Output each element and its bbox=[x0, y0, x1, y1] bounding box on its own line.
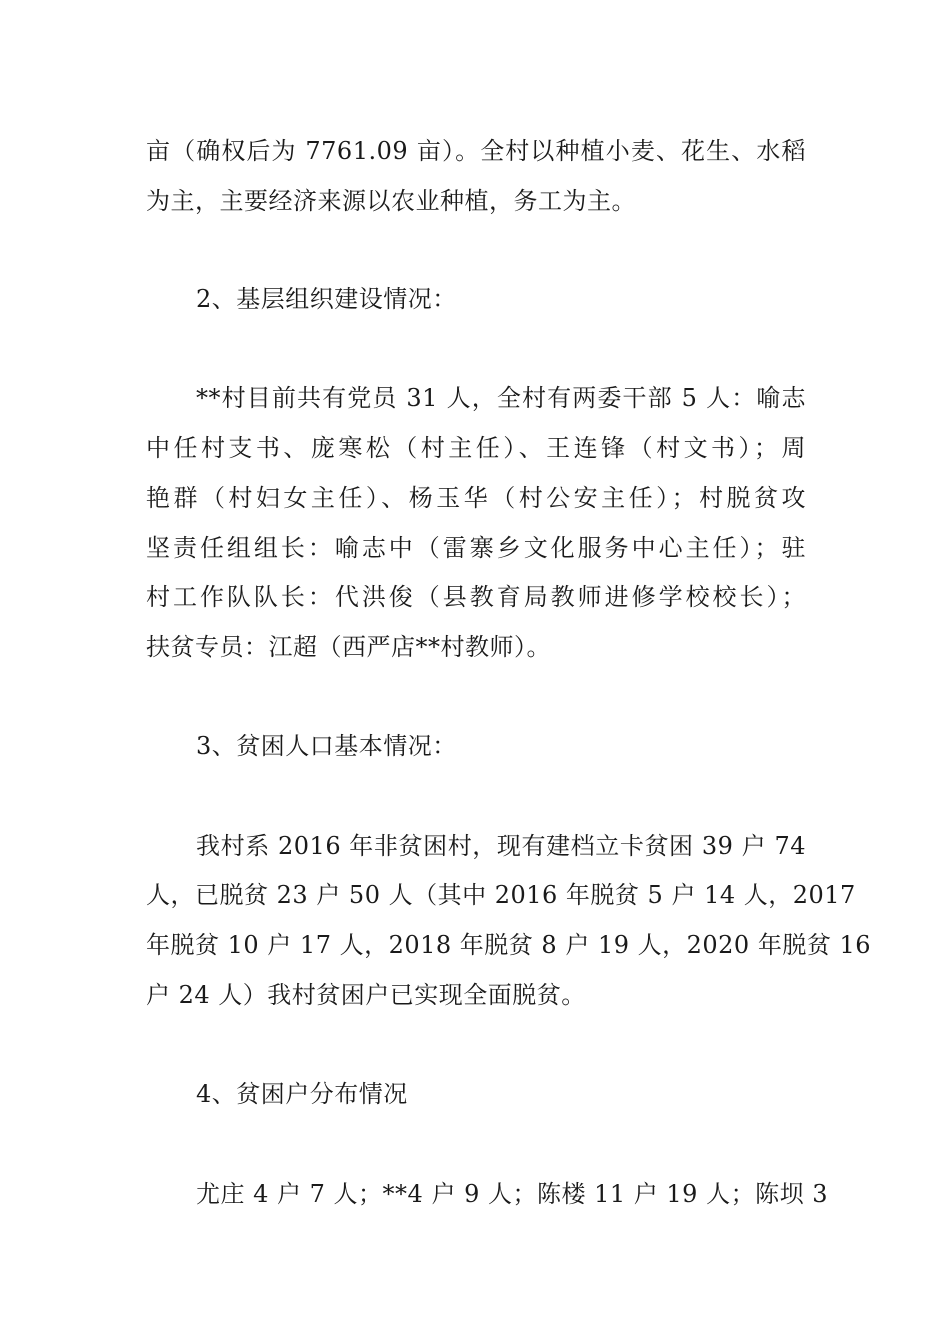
paragraph-line: 亩（确权后为 7761.09 亩）。全村以种植小麦、花生、水稻 bbox=[146, 137, 806, 165]
section-heading: 3、贫困人口基本情况： bbox=[196, 732, 457, 760]
paragraph-line: 艳群（村妇女主任）、杨玉华（村公安主任）；村脱贫攻 bbox=[146, 484, 806, 512]
paragraph-line: 坚责任组组长：喻志中（雷寨乡文化服务中心主任）；驻 bbox=[146, 534, 806, 562]
paragraph-line: 户 24 人）我村贫困户已实现全面脱贫。 bbox=[146, 981, 586, 1009]
paragraph-line: 年脱贫 10 户 17 人，2018 年脱贫 8 户 19 人，2020 年脱贫 16 bbox=[146, 931, 871, 959]
section-heading: 4、贫困户分布情况 bbox=[196, 1080, 408, 1108]
paragraph-line: 人，已脱贫 23 户 50 人（其中 2016 年脱贫 5 户 14 人，2017 bbox=[146, 881, 856, 909]
paragraph-line: 村工作队队长：代洪俊（县教育局教师进修学校校长）； bbox=[146, 583, 806, 611]
paragraph-line: 扶贫专员：江超（西严店**村教师）。 bbox=[146, 633, 551, 661]
paragraph-line: 中任村支书、庞寒松（村主任）、王连锋（村文书）；周 bbox=[146, 434, 806, 462]
paragraph-line: 我村系 2016 年非贫困村，现有建档立卡贫困 39 户 74 bbox=[196, 832, 806, 860]
paragraph-line: 尤庄 4 户 7 人；**4 户 9 人；陈楼 11 户 19 人；陈坝 3 bbox=[196, 1180, 828, 1208]
paragraph-line: 为主，主要经济来源以农业种植，务工为主。 bbox=[146, 187, 636, 215]
paragraph-line: **村目前共有党员 31 人，全村有两委干部 5 人：喻志 bbox=[196, 384, 806, 412]
section-heading: 2、基层组织建设情况： bbox=[196, 285, 457, 313]
